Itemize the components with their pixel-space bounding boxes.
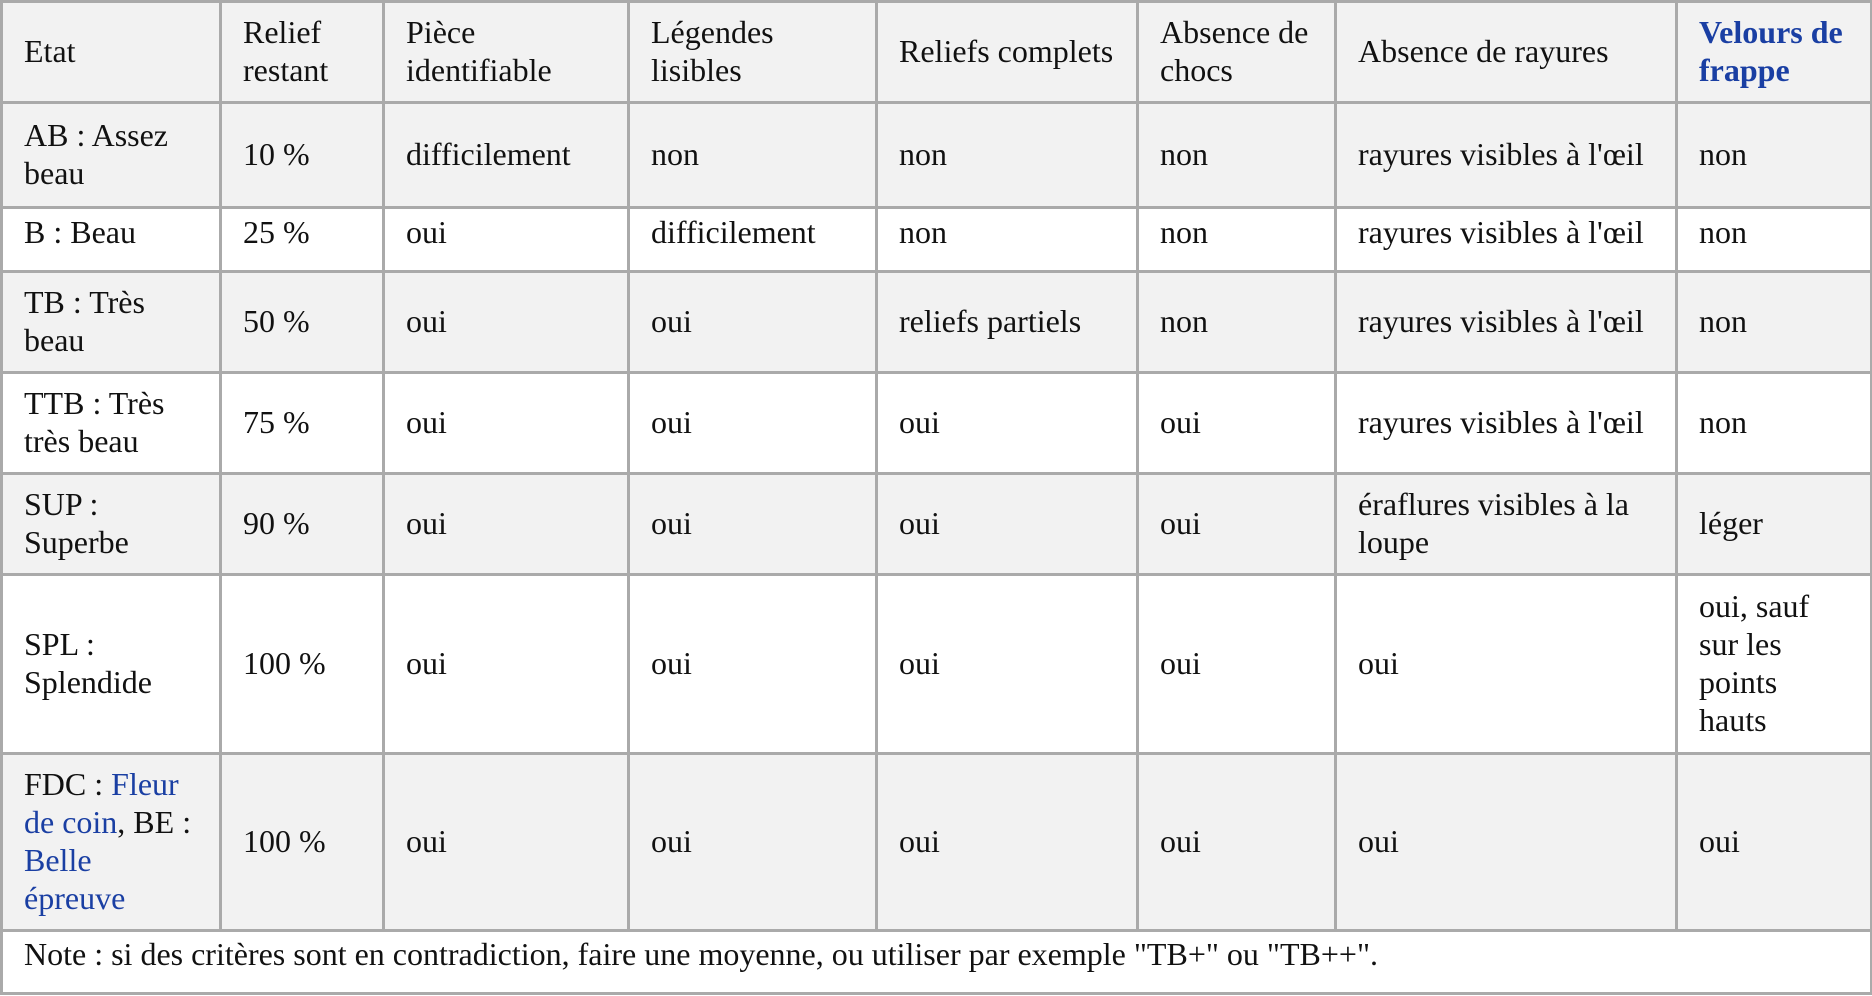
- belle-epreuve-link[interactable]: Belle épreuve: [24, 842, 126, 916]
- cell-rayures: oui: [1336, 754, 1677, 931]
- cell-velours: non: [1677, 103, 1872, 208]
- cell-relief: 100 %: [221, 575, 384, 754]
- cell-chocs: non: [1138, 208, 1336, 272]
- cell-relief: 90 %: [221, 474, 384, 575]
- header-velours-de-frappe-link[interactable]: Velours de frappe: [1677, 2, 1872, 103]
- table-row: [2, 754, 1872, 931]
- cell-etat: AB : Assez beau: [2, 103, 221, 208]
- cell-relief: 100 %: [221, 754, 384, 931]
- cell-etat: TB : Très beau: [2, 272, 221, 373]
- cell-relief: 50 %: [221, 272, 384, 373]
- table-row: [2, 474, 1872, 575]
- cell-identifiable: oui: [384, 272, 629, 373]
- cell-relief: 25 %: [221, 208, 384, 272]
- cell-velours: non: [1677, 373, 1872, 474]
- cell-rayures: rayures visibles à l'œil: [1336, 208, 1677, 272]
- cell-velours: oui: [1677, 754, 1872, 931]
- note-row: [2, 931, 1872, 994]
- header-piece-identifiable: Pièce identifiable: [384, 2, 629, 103]
- header-absence-chocs: Absence de chocs: [1138, 2, 1336, 103]
- cell-etat: B : Beau: [2, 208, 221, 272]
- cell-chocs: non: [1138, 272, 1336, 373]
- cell-velours: non: [1677, 272, 1872, 373]
- table-note: Note : si des critères sont en contradiction, faire une moyenne, ou utiliser par exemple "TB+" ou "TB++".: [2, 931, 1872, 994]
- header-row: [2, 2, 1872, 103]
- cell-relief: 75 %: [221, 373, 384, 474]
- cell-relief: 10 %: [221, 103, 384, 208]
- cell-chocs: non: [1138, 103, 1336, 208]
- header-etat: Etat: [2, 2, 221, 103]
- cell-etat: TTB : Très très beau: [2, 373, 221, 474]
- cell-legendes: oui: [629, 272, 877, 373]
- cell-etat: SPL : Splendide: [2, 575, 221, 754]
- cell-legendes: oui: [629, 474, 877, 575]
- cell-legendes: oui: [629, 575, 877, 754]
- cell-legendes: difficilement: [629, 208, 877, 272]
- cell-etat: SUP : Superbe: [2, 474, 221, 575]
- cell-identifiable: oui: [384, 754, 629, 931]
- cell-reliefs: reliefs partiels: [877, 272, 1138, 373]
- cell-velours: léger: [1677, 474, 1872, 575]
- cell-etat: [2, 754, 221, 931]
- cell-reliefs: oui: [877, 373, 1138, 474]
- cell-reliefs: oui: [877, 474, 1138, 575]
- cell-identifiable: difficilement: [384, 103, 629, 208]
- table-row: [2, 575, 1872, 754]
- cell-velours: non: [1677, 208, 1872, 272]
- etat-mid: , BE :: [117, 804, 192, 840]
- cell-chocs: oui: [1138, 474, 1336, 575]
- cell-reliefs: non: [877, 103, 1138, 208]
- fleur-de-coin-link[interactable]: Fleur de coin: [24, 766, 179, 840]
- cell-rayures: rayures visibles à l'œil: [1336, 103, 1677, 208]
- cell-identifiable: oui: [384, 575, 629, 754]
- cell-chocs: oui: [1138, 754, 1336, 931]
- table-row: [2, 373, 1872, 474]
- table-row: [2, 272, 1872, 373]
- header-absence-rayures: Absence de rayures: [1336, 2, 1677, 103]
- table-row: [2, 208, 1872, 272]
- cell-identifiable: oui: [384, 208, 629, 272]
- cell-legendes: non: [629, 103, 877, 208]
- cell-rayures: rayures visibles à l'œil: [1336, 373, 1677, 474]
- cell-reliefs: non: [877, 208, 1138, 272]
- cell-identifiable: oui: [384, 373, 629, 474]
- header-reliefs-complets: Reliefs complets: [877, 2, 1138, 103]
- cell-chocs: oui: [1138, 575, 1336, 754]
- cell-reliefs: oui: [877, 754, 1138, 931]
- cell-identifiable: oui: [384, 474, 629, 575]
- cell-reliefs: oui: [877, 575, 1138, 754]
- etat-prefix: FDC :: [24, 766, 112, 802]
- cell-velours: oui, sauf sur les points hauts: [1677, 575, 1872, 754]
- cell-rayures: éraflures visibles à la loupe: [1336, 474, 1677, 575]
- cell-rayures: rayures visibles à l'œil: [1336, 272, 1677, 373]
- cell-chocs: oui: [1138, 373, 1336, 474]
- header-legendes-lisibles: Légendes lisibles: [629, 2, 877, 103]
- cell-legendes: oui: [629, 373, 877, 474]
- cell-rayures: oui: [1336, 575, 1677, 754]
- table-row: [2, 103, 1872, 208]
- header-relief-restant: Relief restant: [221, 2, 384, 103]
- cell-legendes: oui: [629, 754, 877, 931]
